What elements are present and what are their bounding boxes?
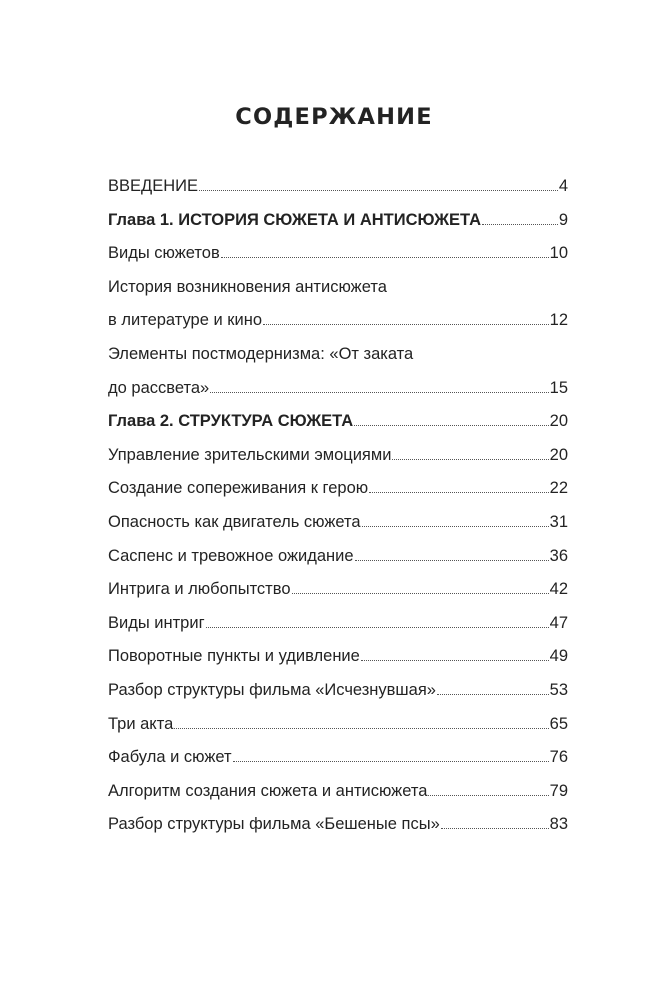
- dot-leader: [199, 190, 558, 191]
- dot-leader: [233, 761, 549, 762]
- dot-leader: [354, 425, 549, 426]
- toc-entry[interactable]: [108, 607, 568, 641]
- toc-entry-title: ВВЕДЕНИЕ: [108, 177, 198, 195]
- toc-chapter-entry[interactable]: [108, 405, 568, 439]
- toc-page-number: 42: [549, 580, 568, 599]
- toc-entry[interactable]: [108, 808, 568, 842]
- dot-leader: [428, 795, 548, 796]
- dot-leader: [369, 492, 549, 493]
- toc-entry-title: Глава 2. СТРУКТУРА СЮЖЕТА: [108, 412, 354, 431]
- toc-chapter-entry[interactable]: [108, 204, 568, 238]
- toc-page-number: 15: [549, 378, 568, 397]
- toc-entry-title: Опасность как двигатель сюжета: [108, 512, 361, 531]
- toc-entry[interactable]: [108, 640, 568, 674]
- toc-entry-title: Создание сопереживания к герою: [108, 479, 369, 498]
- page-title: СОДЕРЖАНИЕ: [235, 104, 433, 130]
- toc-entry-title: Разбор структуры фильма «Бешеные псы»: [108, 815, 440, 834]
- dot-leader: [174, 728, 548, 729]
- toc-entry[interactable]: [108, 472, 568, 506]
- toc-page-number: 36: [549, 546, 568, 565]
- toc-entry-title: Глава 1. ИСТОРИЯ СЮЖЕТА И АНТИСЮЖЕТА: [108, 210, 481, 229]
- toc-entry-title: Три акта: [108, 714, 174, 733]
- toc-page-number: 47: [549, 613, 568, 632]
- toc-entry[interactable]: [108, 674, 568, 708]
- dot-leader: [437, 694, 549, 695]
- toc-entry-title: Фабула и сюжет: [108, 748, 232, 767]
- toc-entry-title: Поворотные пункты и удивление: [108, 647, 360, 666]
- dot-leader: [292, 593, 549, 594]
- toc-entry[interactable]: [108, 439, 568, 473]
- toc-page-number: 65: [549, 714, 568, 733]
- toc-entry-title: Интрига и любопытство: [108, 580, 291, 599]
- toc-page-number: 83: [549, 815, 568, 834]
- dot-leader: [441, 828, 549, 829]
- toc-entry[interactable]: [108, 304, 568, 338]
- toc-page-number: 20: [549, 412, 568, 431]
- toc-entry-title: Виды интриг: [108, 613, 205, 632]
- toc-entry[interactable]: [108, 170, 568, 204]
- toc-entry[interactable]: [108, 540, 568, 574]
- toc-entry[interactable]: [108, 506, 568, 540]
- toc-entry-title: Виды сюжетов: [108, 244, 220, 263]
- toc-page-number: 9: [558, 210, 568, 229]
- toc-entry-title: до рассвета»: [108, 378, 210, 397]
- table-of-contents: [108, 170, 568, 842]
- dot-leader: [221, 257, 549, 258]
- dot-leader: [355, 560, 549, 561]
- dot-leader: [392, 459, 548, 460]
- dot-leader: [362, 526, 549, 527]
- toc-page-number: 10: [549, 244, 568, 263]
- toc-page-number: 31: [549, 512, 568, 531]
- dot-leader: [210, 392, 548, 393]
- toc-entry-title: Разбор структуры фильма «Исчезнувшая»: [108, 680, 436, 699]
- toc-entry[interactable]: [108, 775, 568, 809]
- toc-entry[interactable]: [108, 237, 568, 271]
- toc-page-number: 20: [549, 445, 568, 464]
- toc-entry[interactable]: [108, 741, 568, 775]
- dot-leader: [361, 660, 549, 661]
- toc-entry-title: Управление зрительскими эмоциями: [108, 445, 392, 464]
- toc-page-number: 12: [549, 311, 568, 330]
- toc-page-number: 49: [549, 647, 568, 666]
- toc-page-number: 79: [549, 781, 568, 800]
- dot-leader: [263, 324, 549, 325]
- toc-page-number: 53: [549, 680, 568, 699]
- dot-leader: [206, 627, 549, 628]
- dot-leader: [482, 224, 558, 225]
- toc-entry-line: История возникновения антисюжета: [108, 277, 387, 296]
- toc-entry[interactable]: [108, 573, 568, 607]
- toc-page-number: 76: [549, 748, 568, 767]
- toc-page-number: 4: [558, 177, 568, 195]
- toc-page-number: 22: [549, 479, 568, 498]
- toc-entry-title: Саспенс и тревожное ожидание: [108, 546, 354, 565]
- toc-entry[interactable]: [108, 708, 568, 742]
- toc-entry-title: Алгоритм создания сюжета и антисюжета: [108, 781, 428, 800]
- toc-entry-title: в литературе и кино: [108, 311, 263, 330]
- toc-entry-line: Элементы постмодернизма: «От заката: [108, 344, 414, 363]
- toc-entry[interactable]: [108, 372, 568, 406]
